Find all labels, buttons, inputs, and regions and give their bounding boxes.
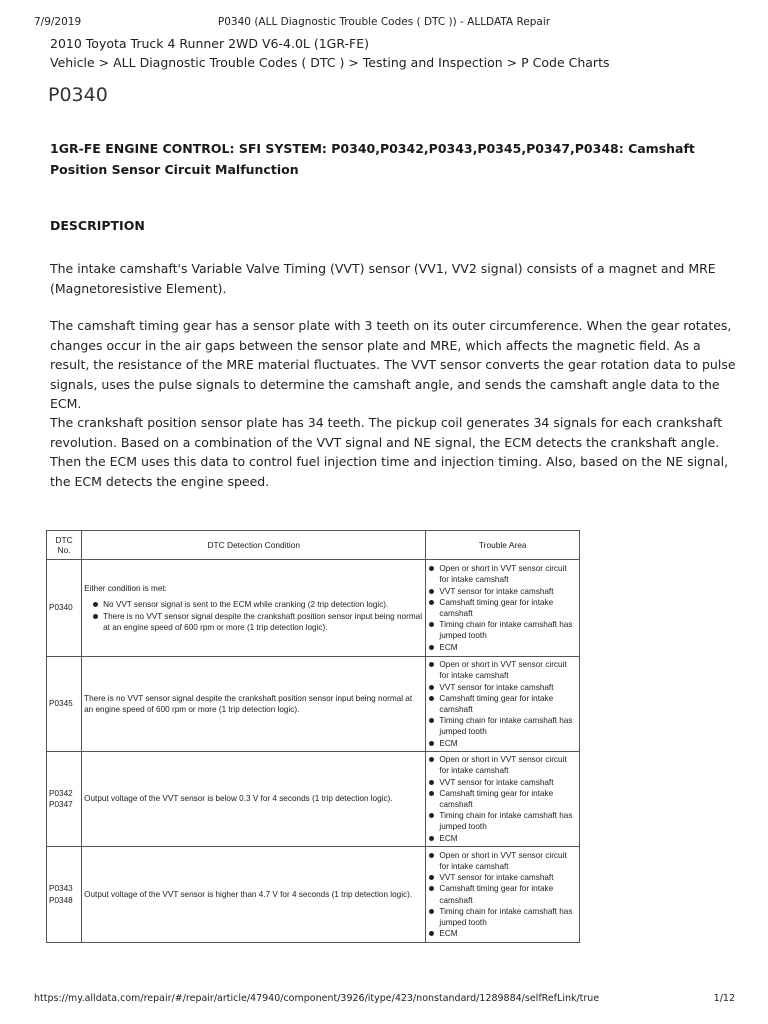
condition-item: No VVT sensor signal is sent to the ECM while cranking (2 trip detection logic).	[92, 599, 423, 610]
print-footer-url: https://my.alldata.com/repair/#/repair/article/47940/component/3926/itype/423/nonstandard/1289884/selfRefLink/true	[34, 993, 600, 1004]
trouble-area-item: Open or short in VVT sensor circuit for intake camshaft	[428, 754, 577, 776]
dtc-code-cell	[47, 560, 82, 657]
dtc-code: P0348	[49, 895, 73, 905]
trouble-area-item: ECM	[428, 928, 577, 939]
condition-text: Output voltage of the VVT sensor is higher than 4.7 V for 4 seconds (1 trip detection logic).	[84, 889, 413, 899]
dtc-code-cell	[47, 752, 82, 847]
condition-text: There is no VVT sensor signal despite the crankshaft position sensor input being normal at an engine speed of 600 rpm or more (1 trip detection logic).	[84, 693, 413, 714]
description-paragraph: The intake camshaft's Variable Valve Timing (VVT) sensor (VV1, VV2 signal) consists of a magnet and MRE (Magnetoresistive Element).	[50, 261, 716, 296]
trouble-area-list	[428, 563, 577, 653]
dtc-code-cell	[47, 847, 82, 943]
table-row	[47, 560, 580, 657]
trouble-area-item: Camshaft timing gear for intake camshaft	[428, 597, 577, 619]
trouble-area-cell	[426, 657, 580, 752]
dtc-code: P0347	[49, 800, 73, 809]
dtc-code: P0340	[49, 603, 73, 613]
trouble-area-item: Camshaft timing gear for intake camshaft	[428, 693, 577, 715]
dtc-code: P0342	[49, 788, 73, 798]
condition-cell	[82, 847, 426, 943]
trouble-area-list	[428, 754, 577, 844]
trouble-area-item: ECM	[428, 833, 577, 844]
description-paragraph: The crankshaft position sensor plate has 34 teeth. The pickup coil generates 34 signals for each crankshaft revolution. Based on a combination of the VVT signal and NE signal, the ECM detects the crankshaft angle. Then the ECM uses this data to control fuel injection time and injection timing. Also, based on the NE signal, the ECM detects the engine speed.	[50, 415, 729, 489]
trouble-area-cell	[426, 847, 580, 943]
trouble-area-item: Camshaft timing gear for intake camshaft	[428, 788, 577, 810]
dtc-code: P0343	[49, 884, 73, 894]
trouble-area-item: Timing chain for intake camshaft has jumped tooth	[428, 906, 577, 928]
header-trouble-area: Trouble Area	[426, 531, 580, 560]
trouble-area-item: ECM	[428, 738, 577, 749]
breadcrumb: Vehicle > ALL Diagnostic Trouble Codes ( DTC ) > Testing and Inspection > P Code Charts	[50, 55, 610, 70]
condition-item: There is no VVT sensor signal despite the crankshaft position sensor input being normal at an engine speed of 600 rpm or more (1 trip detection logic).	[92, 611, 423, 633]
trouble-area-list	[428, 850, 577, 940]
section-heading: 1GR-FE ENGINE CONTROL: SFI SYSTEM: P0340,P0342,P0343,P0345,P0347,P0348: Camshaft Position Sensor Circuit Malfunction	[50, 141, 695, 177]
trouble-area-item: VVT sensor for intake camshaft	[428, 682, 577, 693]
trouble-area-item: Open or short in VVT sensor circuit for intake camshaft	[428, 563, 577, 585]
trouble-area-item: Camshaft timing gear for intake camshaft	[428, 883, 577, 905]
trouble-area-cell	[426, 560, 580, 657]
table-row	[47, 657, 580, 752]
condition-text: Output voltage of the VVT sensor is below 0.3 V for 4 seconds (1 trip detection logic).	[84, 794, 393, 804]
trouble-area-item: Timing chain for intake camshaft has jumped tooth	[428, 619, 577, 641]
header-dtc-no: DTC No.	[47, 531, 82, 560]
dtc-table	[46, 530, 580, 943]
trouble-area-item: Open or short in VVT sensor circuit for intake camshaft	[428, 850, 577, 872]
condition-cell	[82, 752, 426, 847]
dtc-code: P0345	[49, 699, 73, 709]
condition-intro: Either condition is met:	[84, 584, 167, 594]
description-paragraph: The camshaft timing gear has a sensor plate with 3 teeth on its outer circumference. When the gear rotates, changes occur in the air gaps between the sensor plate and MRE, which affects the magnetic field. As a result, the resistance of the MRE material fluctuates. The VVT sensor converts the gear rotation data to pulse signals, uses the pulse signals to determine the camshaft angle, and sends the camshaft angle data to the ECM.	[50, 318, 736, 411]
trouble-area-item: VVT sensor for intake camshaft	[428, 872, 577, 883]
trouble-area-item: VVT sensor for intake camshaft	[428, 777, 577, 788]
table-header-row	[47, 531, 580, 560]
condition-cell	[82, 560, 426, 657]
description-heading: DESCRIPTION	[50, 218, 145, 233]
trouble-area-item: VVT sensor for intake camshaft	[428, 586, 577, 597]
trouble-area-item: Timing chain for intake camshaft has jumped tooth	[428, 810, 577, 832]
vehicle-label: 2010 Toyota Truck 4 Runner 2WD V6-4.0L (1GR-FE)	[50, 36, 370, 51]
trouble-area-item: Timing chain for intake camshaft has jumped tooth	[428, 715, 577, 737]
condition-list	[84, 599, 423, 633]
print-footer-page-number: 1/12	[713, 993, 735, 1004]
trouble-area-list	[428, 659, 577, 749]
trouble-area-item: ECM	[428, 642, 577, 653]
dtc-code-cell	[47, 657, 82, 752]
print-header-title: P0340 (ALL Diagnostic Trouble Codes ( DTC )) - ALLDATA Repair	[217, 16, 551, 28]
print-header-date: 7/9/2019	[34, 16, 82, 28]
page-title: P0340	[48, 84, 108, 106]
trouble-area-cell	[426, 752, 580, 847]
table-row	[47, 752, 580, 847]
trouble-area-item: Open or short in VVT sensor circuit for intake camshaft	[428, 659, 577, 681]
condition-cell	[82, 657, 426, 752]
table-row	[47, 847, 580, 943]
header-detection-condition: DTC Detection Condition	[82, 531, 426, 560]
